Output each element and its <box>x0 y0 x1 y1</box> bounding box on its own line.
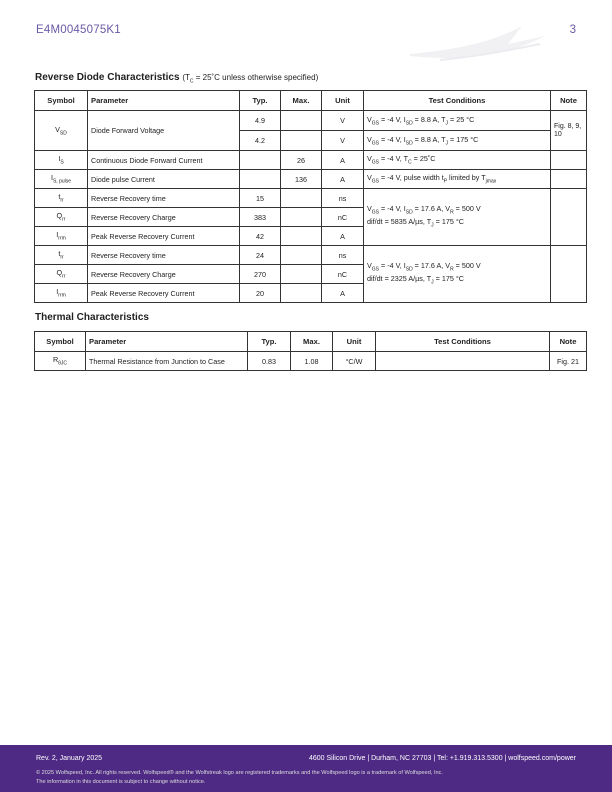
col-header-max: Max. <box>281 91 322 111</box>
group1-note <box>551 189 587 246</box>
qrr-1-typ: 383 <box>240 208 281 227</box>
trr-1-symbol: $t_{rr}$ <box>35 189 88 208</box>
trr-2-parameter: Reverse Recovery time <box>88 246 240 265</box>
thermal-col-note: Note <box>550 332 587 352</box>
trr-1-max <box>281 189 322 208</box>
is-note <box>551 151 587 170</box>
ispulse-typ <box>240 170 281 189</box>
qrr-1-parameter: Reverse Recovery Charge <box>88 208 240 227</box>
thermal-header-row <box>35 332 587 352</box>
ispulse-unit: A <box>322 170 364 189</box>
table-row-trr-2 <box>35 246 587 265</box>
irrm-1-max <box>281 227 322 246</box>
qrr-1-unit: nC <box>322 208 364 227</box>
ispulse-parameter: Diode pulse Current <box>88 170 240 189</box>
irrm-1-unit: A <box>322 227 364 246</box>
table-header-row <box>35 91 587 111</box>
ispulse-max: 136 <box>281 170 322 189</box>
is-symbol: $I_S$ <box>35 151 88 170</box>
table-row-is <box>35 151 587 170</box>
col-header-unit: Unit <box>322 91 364 111</box>
ispulse-note <box>551 170 587 189</box>
is-typ <box>240 151 281 170</box>
footer-revision: Rev. 2, January 2025 <box>36 755 103 762</box>
vsd-typ-1: 4.9 <box>240 111 281 131</box>
col-header-parameter: Parameter <box>88 91 240 111</box>
irrm-2-parameter: Peak Reverse Recovery Current <box>88 284 240 303</box>
vsd-cond-1: $V_{GS} = -4$ V, $I_{SD} = 8.8$ A, $T_J = 25$ °C <box>364 111 551 131</box>
rthjc-note: Fig. 21 <box>550 352 587 371</box>
vsd-note: Fig. 8, 9, 10 <box>551 111 587 151</box>
header-part-number: E4M0045075K1 <box>36 24 121 36</box>
is-max: 26 <box>281 151 322 170</box>
col-header-typ: Typ. <box>240 91 281 111</box>
trr-2-max <box>281 246 322 265</box>
qrr-2-parameter: Reverse Recovery Charge <box>88 265 240 284</box>
is-cond: $V_{GS} = -4$ V, $T_C$ = 25˚C <box>364 151 551 170</box>
diode-section-title <box>35 72 318 85</box>
trr-1-typ: 15 <box>240 189 281 208</box>
irrm-2-max <box>281 284 322 303</box>
trr-1-parameter: Reverse Recovery time <box>88 189 240 208</box>
thermal-section-title: Thermal Characteristics <box>35 312 149 323</box>
trr-2-symbol: $t_{rr}$ <box>35 246 88 265</box>
irrm-1-parameter: Peak Reverse Recovery Current <box>88 227 240 246</box>
group1-conditions: $V_{GS} = -4$ V, $I_{SD} = 17.6$ A, $V_R = 500$ V dif/dt = 5835 A/µs, $T_J = 175$ °C <box>364 189 551 246</box>
rthjc-conditions <box>376 352 550 371</box>
thermal-col-symbol: Symbol <box>35 332 86 352</box>
ispulse-cond: $V_{GS} = -4$ V, pulse width $t_P$ limited by $T_{jmax}$ <box>364 170 551 189</box>
rthjc-unit: °C/W <box>333 352 376 371</box>
header-page-number: 3 <box>569 24 576 36</box>
irrm-2-typ: 20 <box>240 284 281 303</box>
group2-conditions: $V_{GS} = -4$ V, $I_{SD} = 17.6$ A, $V_R = 500$ V dif/dt = 2325 A/µs, $T_J = 175$ °C <box>364 246 551 303</box>
trr-2-unit: ns <box>322 246 364 265</box>
table-row-vsd-1 <box>35 111 587 131</box>
page-footer <box>0 745 612 792</box>
thermal-col-test-conditions: Test Conditions <box>376 332 550 352</box>
irrm-2-unit: A <box>322 284 364 303</box>
footer-copyright-line1: © 2025 Wolfspeed, Inc. All rights reserved. Wolfspeed® and the Wolfstreak logo are registered trademarks and the Wolfspeed logo is a trademark of Wolfspeed, Inc. <box>36 770 443 776</box>
irrm-2-symbol: $I_{rrm}$ <box>35 284 88 303</box>
is-parameter: Continuous Diode Forward Current <box>88 151 240 170</box>
thermal-characteristics-table <box>34 331 587 371</box>
vsd-cond-2: $V_{GS} = -4$ V, $I_{SD} = 8.8$ A, $T_J = 175$ °C <box>364 131 551 151</box>
rthjc-parameter: Thermal Resistance from Junction to Case <box>86 352 248 371</box>
col-header-symbol: Symbol <box>35 91 88 111</box>
thermal-col-unit: Unit <box>333 332 376 352</box>
diode-characteristics-table <box>34 90 587 303</box>
qrr-2-typ: 270 <box>240 265 281 284</box>
vsd-typ-2: 4.2 <box>240 131 281 151</box>
qrr-2-symbol: $Q_{rr}$ <box>35 265 88 284</box>
thermal-col-parameter: Parameter <box>86 332 248 352</box>
footer-copyright <box>36 769 443 787</box>
vsd-unit-1: V <box>322 111 364 131</box>
vsd-max-1 <box>281 111 322 131</box>
footer-copyright-line2: The information in this document is subject to change without notice. <box>36 779 206 785</box>
thermal-row-rthjc <box>35 352 587 371</box>
diode-title-text: Reverse Diode Characteristics <box>35 72 180 83</box>
col-header-note: Note <box>551 91 587 111</box>
rthjc-symbol: $R_{\theta JC}$ <box>35 352 86 371</box>
vsd-symbol: $V_{SD}$ <box>35 111 88 151</box>
group2-note <box>551 246 587 303</box>
irrm-1-typ: 42 <box>240 227 281 246</box>
qrr-2-unit: nC <box>322 265 364 284</box>
rthjc-max: 1.08 <box>291 352 333 371</box>
table-row-trr-1 <box>35 189 587 208</box>
rthjc-typ: 0.83 <box>248 352 291 371</box>
qrr-2-max <box>281 265 322 284</box>
footer-address: 4600 Silicon Drive | Durham, NC 27703 | Tel: +1.919.313.5300 | wolfspeed.com/power <box>308 755 576 762</box>
diode-condition-note: ($T_C$ = 25˚C unless otherwise specified) <box>182 73 319 85</box>
col-header-test-conditions: Test Conditions <box>364 91 551 111</box>
thermal-col-typ: Typ. <box>248 332 291 352</box>
qrr-1-symbol: $Q_{rr}$ <box>35 208 88 227</box>
vsd-parameter: Diode Forward Voltage <box>88 111 240 151</box>
trr-1-unit: ns <box>322 189 364 208</box>
thermal-col-max: Max. <box>291 332 333 352</box>
wolfstreak-logo <box>410 14 550 74</box>
vsd-max-2 <box>281 131 322 151</box>
vsd-unit-2: V <box>322 131 364 151</box>
is-unit: A <box>322 151 364 170</box>
ispulse-symbol: $I_{S, pulse}$ <box>35 170 88 189</box>
trr-2-typ: 24 <box>240 246 281 265</box>
qrr-1-max <box>281 208 322 227</box>
table-row-ispulse <box>35 170 587 189</box>
irrm-1-symbol: $I_{rrm}$ <box>35 227 88 246</box>
